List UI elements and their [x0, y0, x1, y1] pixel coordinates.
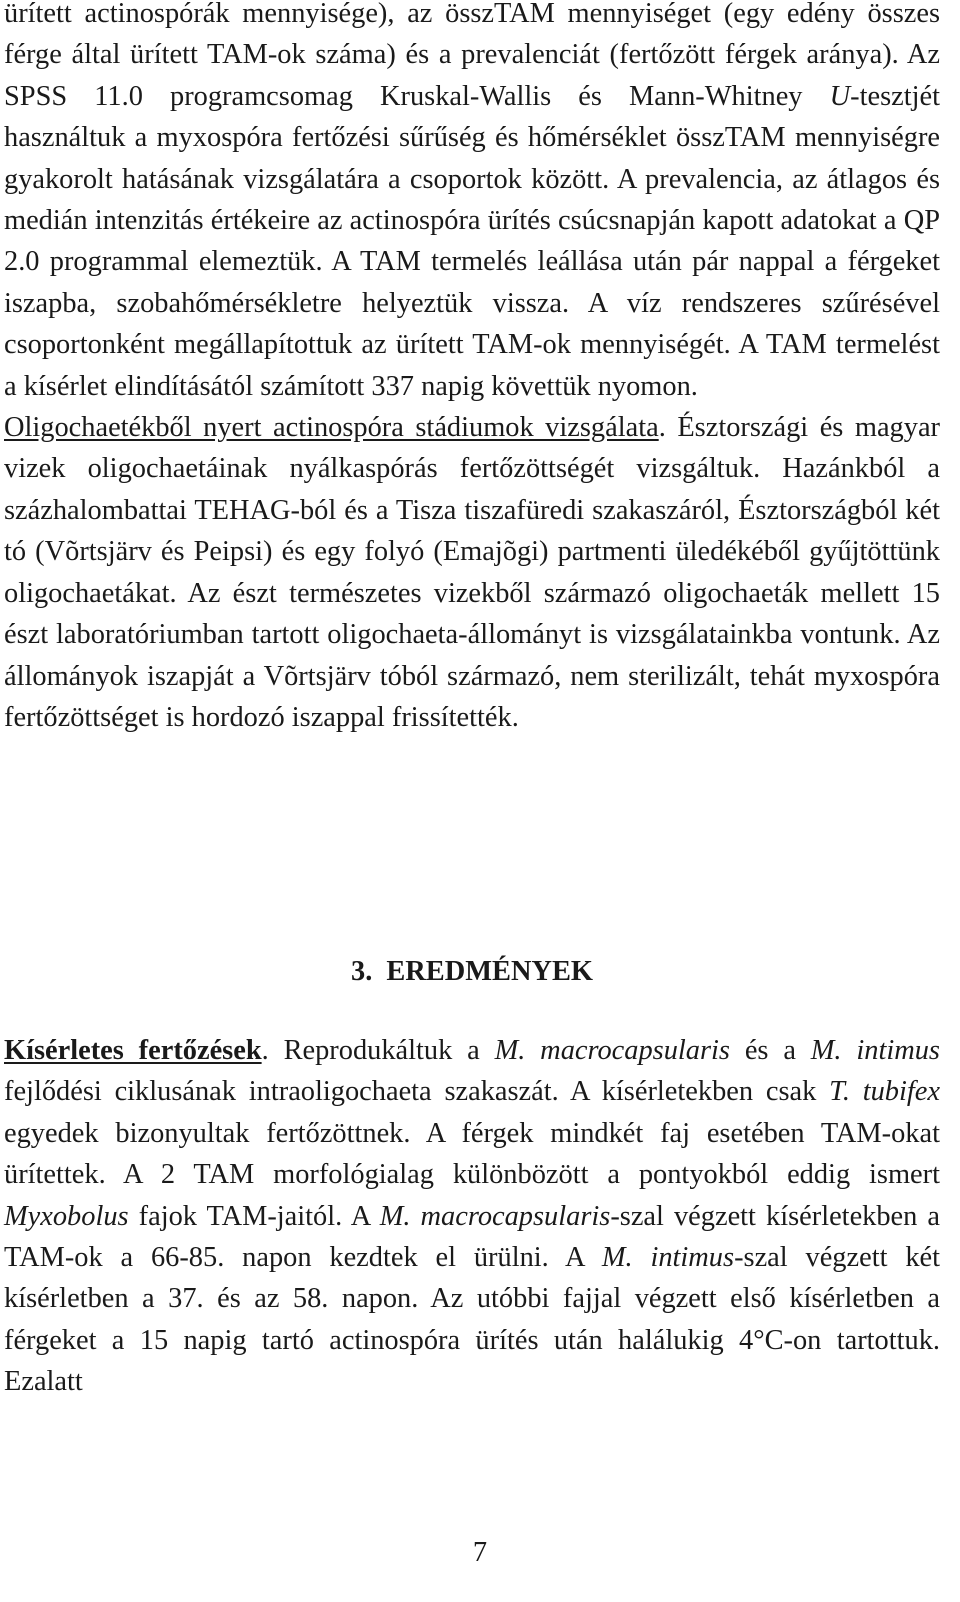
- species-name: T. tubifex: [829, 1076, 940, 1108]
- section-number: 3.: [351, 956, 373, 987]
- results-section: [4, 1030, 940, 1403]
- italic-symbol: U: [829, 80, 851, 112]
- section-heading: [4, 951, 940, 992]
- species-name: Myxobolus: [4, 1200, 129, 1232]
- species-name: M. intimus: [601, 1242, 735, 1274]
- title-period: .: [261, 1035, 269, 1066]
- paragraph-text: Reprodukáltuk a: [268, 1035, 495, 1066]
- species-name: M. macrocapsularis: [494, 1035, 730, 1066]
- document-page: [4, 0, 941, 1398]
- paragraph-text: -szal végzett két kísérletben a 37. és az 58. napon. Az utóbbi fajjal végzett első kísérletben a férgeket a 15 napig tartó actinospóra ürítés után halálukig 4°C-on tartottuk. Ezalatt: [4, 1242, 941, 1398]
- results-paragraph: [4, 1030, 940, 1403]
- paragraph-text: -tesztjét használtuk a myxospóra fertőzési sűrűség és hőmérséklet összTAM mennyiségre gyakorolt hatásának vizsgálatára a csoportok között. A prevalencia, az átlagos és medián intenzitás értékeire az actinospóra ürítés csúcsnapján kapott adatokat a QP 2.0 programmal elemeztük. A TAM termelés leállása után pár nappal a férgeket iszapba, szobahőmérsékletre helyeztük vissza. A víz rendszeres szűrésével csoportonként megállapítottuk az ürített TAM-ok mennyiségét. A TAM termelést a kísérlet elindításától számított 337 napig követtük nyomon.: [4, 80, 940, 402]
- paragraph-text: -szal végzett kísérletekben a TAM-ok a 66-85. napon kezdtek el ürülni. A: [4, 1200, 941, 1274]
- paragraph-text: és a: [729, 1035, 811, 1066]
- subsection-title: Kísérletes fertőzések: [4, 1035, 262, 1066]
- species-name: M. macrocapsularis: [379, 1200, 611, 1232]
- paragraph-text: ürített actinospórák mennyisége), az összTAM mennyiséget (egy edény összes férge által ürített TAM-ok száma) és a prevalenciát (fertőzött férgek aránya). Az SPSS 11.0 programcsomag Kruskal-Wallis és Mann-Whitney: [4, 0, 940, 112]
- paragraph-text: Észtországi és magyar vizek oligochaetáinak nyálkaspórás fertőzöttségét vizsgáltuk. Hazánkból a százhalombattai TEHAG-ból és a Tisza tiszafüredi szakaszáról, Észtországból két tó (Võrtsjärv és Peipsi) és egy folyó (Emajõgi) partmenti üledékéből gyűjtöttünk oligochaetákat. Az észt természetes vizekből származó oligochaeták mellett 15 észt laboratóriumban tartott oligochaeta-állományt is vizsgálatainkba vontunk. Az állományok iszapját a Võrtsjärv tóból származó, nem sterilizált, tehát myxospóra fertőzöttséget is hordozó iszappal frissítették.: [4, 412, 941, 733]
- methods-paragraph: [4, 0, 940, 407]
- paragraph-text: egyedek bizonyultak fertőzöttnek. A férgek mindkét faj esetében TAM-okat ürítettek. A 2 TAM morfológialag különbözött a pontyokból eddig ismert: [4, 1117, 940, 1191]
- section-title: EREDMÉNYEK: [386, 956, 593, 987]
- title-period: .: [658, 412, 666, 444]
- paragraph-text: fajok TAM-jaitól. A: [128, 1200, 380, 1232]
- page-number: 7: [472, 1537, 488, 1568]
- paragraph-text: fejlődési ciklusának intraoligochaeta szakaszát. A kísérletekben csak: [4, 1076, 830, 1108]
- oligochaeta-paragraph: [4, 407, 940, 738]
- species-name: M. intimus: [810, 1035, 940, 1066]
- subsection-title: Oligochaetékből nyert actinospóra stádiumok vizsgálata: [4, 412, 659, 444]
